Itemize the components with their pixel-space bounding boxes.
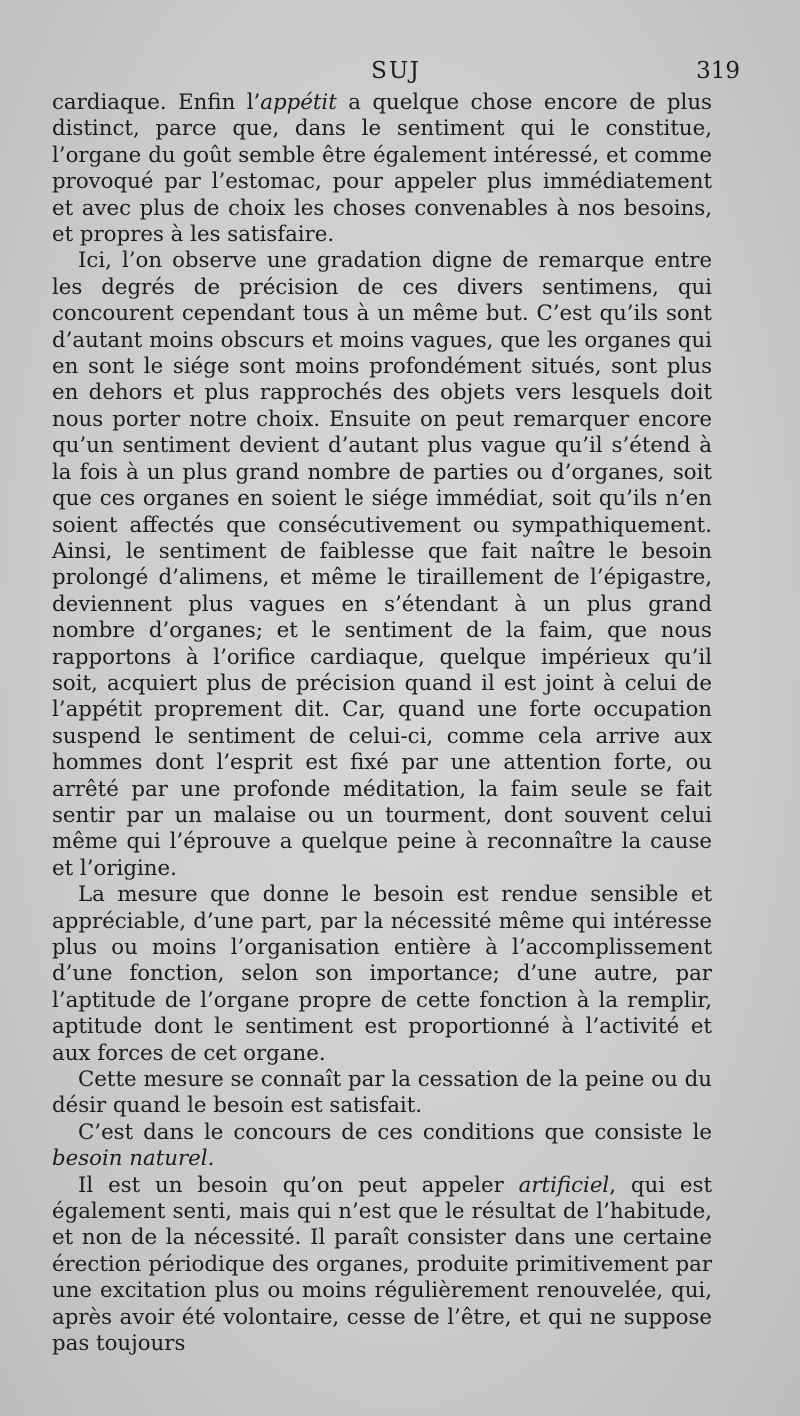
- text-run: C’est dans le concours de ces conditions que consiste le: [78, 1119, 712, 1145]
- paragraph: [52, 1173, 712, 1358]
- paragraph: [52, 882, 712, 1067]
- page-number: 319: [696, 58, 740, 84]
- text-run: a quelque chose encore de plus distinct, parce que, dans le sentiment qui le constitue, l’organe du goût semble être également intéressé, et comme provoqué par l’estomac, pour appeler plus immédiatement et avec plus de choix les choses convenables à nos besoins, et propres à les satisfaire.: [52, 90, 712, 248]
- paragraph: [52, 1067, 712, 1120]
- body-text: [52, 90, 712, 1358]
- paragraph: [52, 90, 712, 248]
- page-header: [52, 54, 740, 90]
- running-head: SUJ: [371, 58, 421, 84]
- italic-text: besoin naturel.: [52, 1146, 215, 1172]
- text-run: La mesure que donne le besoin est rendue sensible et appréciable, d’une part, par la nécessité même qui intéresse plus ou moins l’organisation entière à l’accomplissement d’une fonction, selon son importance; d’une autre, par l’aptitude de l’organe propre de cette fonction à la remplir, aptitude dont le sentiment est proportionné à l’activité et aux forces de cet organe.: [52, 882, 712, 1066]
- text-run: Il est un besoin qu’on peut appeler: [78, 1172, 519, 1198]
- text-run: Ici, l’on observe une gradation digne de remarque entre les degrés de précision de ces divers sentimens, qui concourent cependant tous à un même but. C’est qu’ils sont d’autant moins obscurs et moins vagues, que les organes qui en sont le siége sont moins profondément situés, sont plus en dehors et plus rapprochés des objets vers lesquels doit nous porter notre choix. Ensuite on peut remarquer encore qu’un sentiment devient d’autant plus vague qu’il s’étend à la fois à un plus grand nombre de parties ou d’organes, soit que ces organes en soient le siége immédiat, soit qu’ils n’en soient affectés que consécutivement ou sympathiquement. Ainsi, le sentiment de faiblesse que fait naître le besoin prolongé d’alimens, et même le tiraillement de l’épigastre, deviennent plus vagues en s’étendant à un plus grand nombre d’organes; et le sentiment de la faim, que nous rapportons à l’orifice cardiaque, quelque impérieux qu’il soit, acquiert plus de précision quand il est joint à celui de l’appétit proprement dit. Car, quand une forte occupation suspend le sentiment de celui-ci, comme cela arrive aux hommes dont l’esprit est fixé par une attention forte, ou arrêté par une profonde méditation, la faim seule se fait sentir par un malaise ou un tourment, dont souvent celui même qui l’éprouve a quelque peine à reconnaître la cause et l’origine.: [52, 248, 712, 881]
- paragraph: [52, 248, 712, 882]
- text-run: cardiaque. Enfin l’: [52, 90, 261, 115]
- paragraph: [52, 1120, 712, 1173]
- text-run: Cette mesure se connaît par la cessation de la peine ou du désir quand le besoin est satisfait.: [52, 1067, 712, 1119]
- italic-text: artificiel: [518, 1172, 610, 1198]
- text-run: , qui est également senti, mais qui n’est que le résultat de l’habitude, et non de la nécessité. Il paraît consister dans une certaine érection périodique des organes, produite primitivement par une excitation plus ou moins régulièrement renouvelée, qui, après avoir été volontaire, cesse de l’être, et qui ne suppose pas toujours: [52, 1172, 712, 1357]
- italic-text: appétit: [260, 90, 337, 115]
